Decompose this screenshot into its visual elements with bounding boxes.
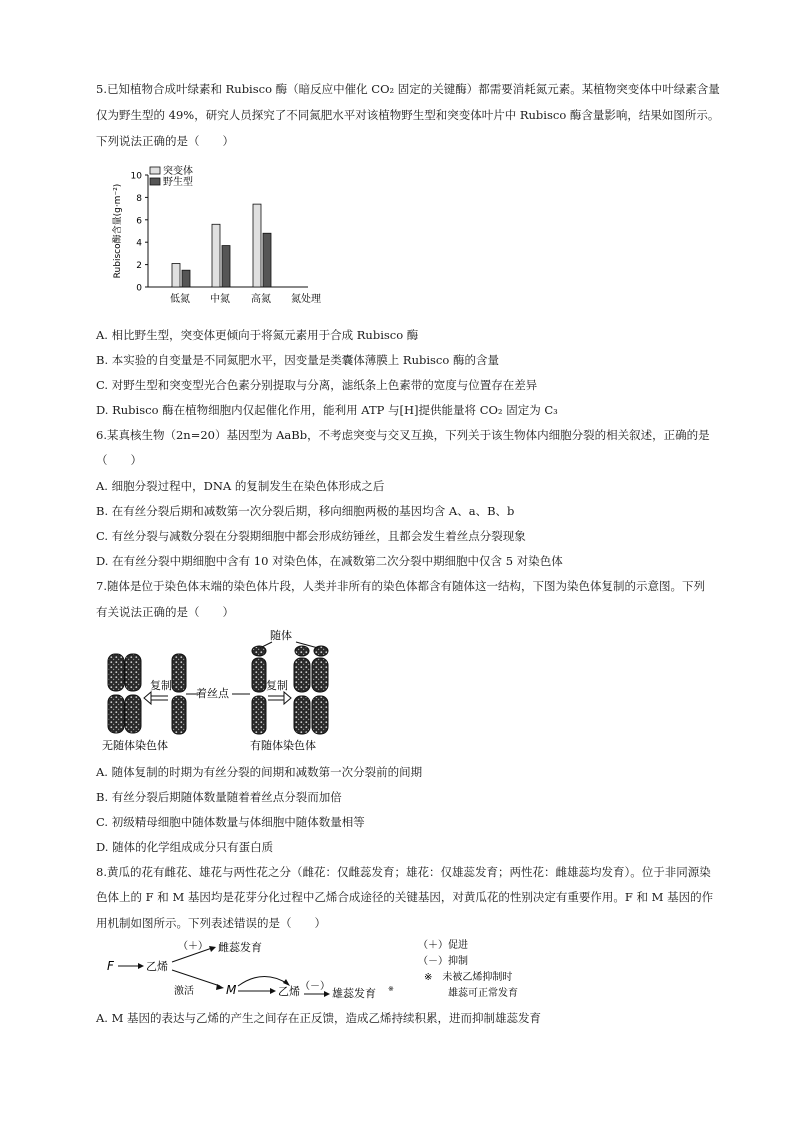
y-axis-label: Rubisco酶含量(g·m⁻²)	[113, 183, 123, 279]
bar-wildtype	[222, 246, 230, 287]
stamen-development-label: 雄蕊发育	[332, 987, 376, 1000]
chromosome-with-satellite	[252, 646, 266, 734]
q7-stem-line2: 有关说法正确的是（ ）	[96, 605, 234, 619]
bar-wildtype	[263, 233, 271, 287]
stamen-note-mark: ※	[388, 985, 394, 993]
q6-option-b: B. 在有丝分裂后期和减数第一次分裂后期，移向细胞两极的基因均含 A、a、B、b	[96, 504, 515, 518]
q8-stem-line3: 用机制如图所示。下列表述错误的是（ ）	[96, 916, 326, 930]
q6-option-c: C. 有丝分裂与减数分裂在分裂期细胞中都会形成纺锤丝，且都会发生着丝点分裂现象	[96, 529, 526, 543]
q7-chromosome-diagram	[100, 626, 340, 756]
legend-promote: （＋）促进	[418, 940, 468, 951]
q8-stem-line1: 8.黄瓜的花有雌花、雄花与两性花之分（雌花：仅雌蕊发育；雄花：仅雄蕊发育；两性花：雌雄蕊均发育）。位于非同源染	[96, 865, 711, 879]
bar-mutant	[212, 224, 220, 287]
copy-label-left: 复制	[150, 679, 172, 692]
inhibit-mark-1: （－）	[300, 981, 330, 992]
y-tick-label: 0	[136, 283, 142, 294]
q6-option-d: D. 在有丝分裂中期细胞中含有 10 对染色体，在减数第二次分裂中期细胞中仅含 5 对染色体	[96, 554, 563, 568]
q5-option-c: C. 对野生型和突变型光合色素分别提取与分离，滤纸条上色素带的宽度与位置存在差异	[96, 378, 538, 392]
q8-stem-line2: 色体上的 F 和 M 基因均是花芽分化过程中乙烯合成途径的关键基因，对黄瓜花的性别决定有重要作用。F 和 M 基因的作	[96, 890, 714, 904]
copy-arrow-left	[144, 692, 168, 704]
q7-option-d: D. 随体的化学组成成分只有蛋白质	[96, 840, 274, 854]
bar-mutant	[253, 204, 261, 287]
q7-option-b: B. 有丝分裂后期随体数量随着着丝点分裂而加倍	[96, 790, 342, 804]
y-tick-label: 2	[136, 261, 142, 272]
q6-stem-line1: 6.某真核生物（2n=20）基因型为 AaBb，不考虑突变与交叉互换，下列关于该生物体内细胞分裂的相关叙述，正确的是	[96, 428, 710, 442]
centromere-label: 着丝点	[196, 687, 229, 700]
bar-wildtype	[182, 270, 190, 287]
legend-label: 突变体	[163, 166, 193, 177]
q5-stem-line3: 下列说法正确的是（ ）	[96, 134, 234, 148]
q5-option-b: B. 本实验的自变量是不同氮肥水平，因变量是类囊体薄膜上 Rubisco 酶的含量	[96, 353, 499, 367]
gene-m-label: M	[226, 983, 237, 997]
legend-note-line1: ※ 未被乙烯抑制时	[424, 972, 513, 983]
q6-option-a: A. 细胞分裂过程中，DNA 的复制发生在染色体形成之后	[96, 479, 385, 493]
gene-f-label: F	[107, 959, 114, 973]
q7-stem-line1: 7.随体是位于染色体末端的染色体片段，人类并非所有的染色体都含有随体这一结构，下图为染色体复制的示意图。下列	[96, 579, 705, 593]
q8-option-a: A. M 基因的表达与乙烯的产生之间存在正反馈，造成乙烯持续积累，进而抑制雄蕊发育	[96, 1011, 542, 1025]
y-tick-label: 10	[130, 171, 142, 182]
bar-mutant	[172, 263, 180, 287]
chromosome-no-satellite-replicated	[108, 654, 141, 733]
activate-label: 激活	[174, 986, 194, 997]
legend-swatch	[150, 178, 160, 185]
y-tick-label: 8	[136, 193, 142, 204]
q5-stem-line1: 5.已知植物合成叶绿素和 Rubisco 酶（暗反应中催化 CO₂ 固定的关键酶）都需要消耗氮元素。某植物突变体中叶绿素含量	[96, 82, 720, 96]
q5-option-a: A. 相比野生型，突变体更倾向于将氮元素用于合成 Rubisco 酶	[96, 328, 419, 342]
satellite-label: 随体	[270, 629, 292, 642]
q5-option-d: D. Rubisco 酶在植物细胞内仅起催化作用，能利用 ATP 与[H]提供能量将 CO₂ 固定为 C₃	[96, 403, 558, 417]
chromosome-with-satellite-replicated	[294, 646, 328, 734]
caption-with-satellite: 有随体染色体	[250, 739, 316, 752]
q7-option-a: A. 随体复制的时期为有丝分裂的间期和减数第一次分裂前的间期	[96, 765, 423, 779]
caption-no-satellite: 无随体染色体	[102, 739, 168, 752]
ethylene-label-2: 乙烯	[278, 985, 300, 998]
copy-arrow-right	[268, 692, 291, 704]
legend-note-line2: 雄蕊可正常发育	[448, 988, 518, 999]
copy-label-right: 复制	[266, 679, 288, 692]
y-tick-label: 4	[136, 238, 142, 249]
q5-stem-line2: 仅为野生型的 49%，研究人员探究了不同氮肥水平对该植物野生型和突变体叶片中 Rubisco 酶含量影响，结果如图所示。	[96, 108, 720, 122]
q6-stem-line2: （ ）	[96, 453, 142, 467]
legend-label: 野生型	[163, 177, 193, 188]
q5-bar-chart	[100, 160, 340, 310]
x-tick-label: 中氮	[210, 294, 230, 305]
pistil-development-label: 雌蕊发育	[218, 941, 262, 954]
y-tick-label: 6	[136, 216, 142, 227]
legend-inhibit: （－）抑制	[418, 956, 468, 967]
q8-mechanism-diagram	[100, 934, 560, 1006]
promote-mark-1: （＋）	[178, 941, 208, 952]
x-tick-label: 高氮	[251, 294, 271, 305]
q7-option-c: C. 初级精母细胞中随体数量与体细胞中随体数量相等	[96, 815, 365, 829]
legend-swatch	[150, 167, 160, 174]
ethylene-label-1: 乙烯	[146, 960, 168, 973]
x-tick-label: 低氮	[170, 294, 190, 305]
chromosome-no-satellite	[172, 654, 186, 734]
x-axis-label: 氮处理	[291, 294, 321, 305]
